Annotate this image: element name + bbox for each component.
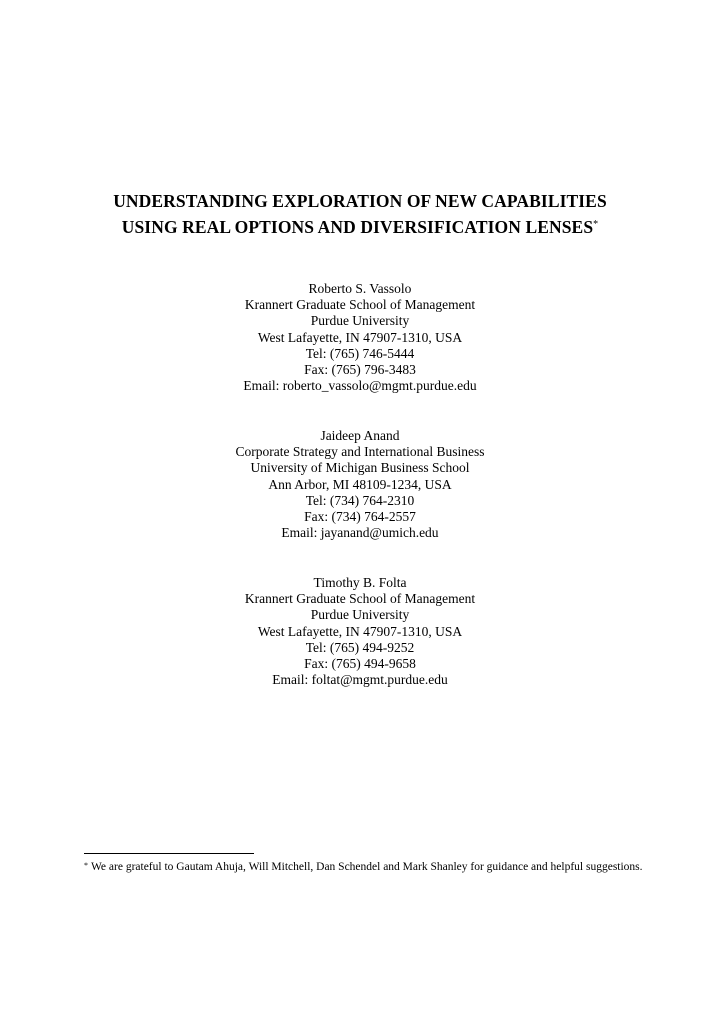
author-block bbox=[0, 428, 720, 541]
author-block bbox=[0, 575, 720, 688]
author-block bbox=[0, 281, 720, 394]
title-line-2-text: USING REAL OPTIONS AND DIVERSIFICATION LENSES bbox=[121, 217, 594, 237]
author-institution: Purdue University bbox=[310, 313, 410, 329]
footnote-mark: * bbox=[84, 861, 88, 870]
author-institution: University of Michigan Business School bbox=[250, 460, 470, 476]
author-affiliation: Corporate Strategy and International Business bbox=[235, 444, 485, 460]
author-address: West Lafayette, IN 47907-1310, USA bbox=[257, 329, 463, 345]
paper-title bbox=[0, 188, 720, 240]
author-tel: Tel: (765) 746-5444 bbox=[305, 345, 415, 361]
author-institution: Purdue University bbox=[310, 607, 410, 623]
author-fax: Fax: (765) 494-9658 bbox=[304, 656, 416, 672]
author-email: Email: jayanand@umich.edu bbox=[281, 525, 439, 541]
author-tel: Tel: (734) 764-2310 bbox=[305, 492, 415, 508]
footnote-text: We are grateful to Gautam Ahuja, Will Mitchell, Dan Schendel and Mark Shanley for guidance and helpful suggestions. bbox=[91, 861, 643, 873]
author-email: Email: roberto_vassolo@mgmt.purdue.edu bbox=[243, 378, 477, 394]
title-footnote-mark: * bbox=[593, 219, 599, 230]
author-affiliation: Krannert Graduate School of Management bbox=[244, 297, 476, 313]
title-line-2 bbox=[0, 214, 720, 240]
footnote-divider bbox=[84, 853, 254, 854]
author-fax: Fax: (734) 764-2557 bbox=[304, 509, 416, 525]
author-fax: Fax: (765) 796-3483 bbox=[304, 362, 416, 378]
author-email: Email: foltat@mgmt.purdue.edu bbox=[272, 672, 448, 688]
footnote bbox=[84, 860, 644, 876]
title-line-1: UNDERSTANDING EXPLORATION OF NEW CAPABILITIES bbox=[113, 191, 607, 211]
author-affiliation: Krannert Graduate School of Management bbox=[244, 591, 476, 607]
author-name: Roberto S. Vassolo bbox=[308, 281, 412, 296]
author-name: Timothy B. Folta bbox=[313, 575, 407, 590]
author-tel: Tel: (765) 494-9252 bbox=[305, 639, 415, 655]
author-address: West Lafayette, IN 47907-1310, USA bbox=[257, 623, 463, 639]
author-name: Jaideep Anand bbox=[320, 428, 400, 443]
author-address: Ann Arbor, MI 48109-1234, USA bbox=[268, 476, 452, 492]
